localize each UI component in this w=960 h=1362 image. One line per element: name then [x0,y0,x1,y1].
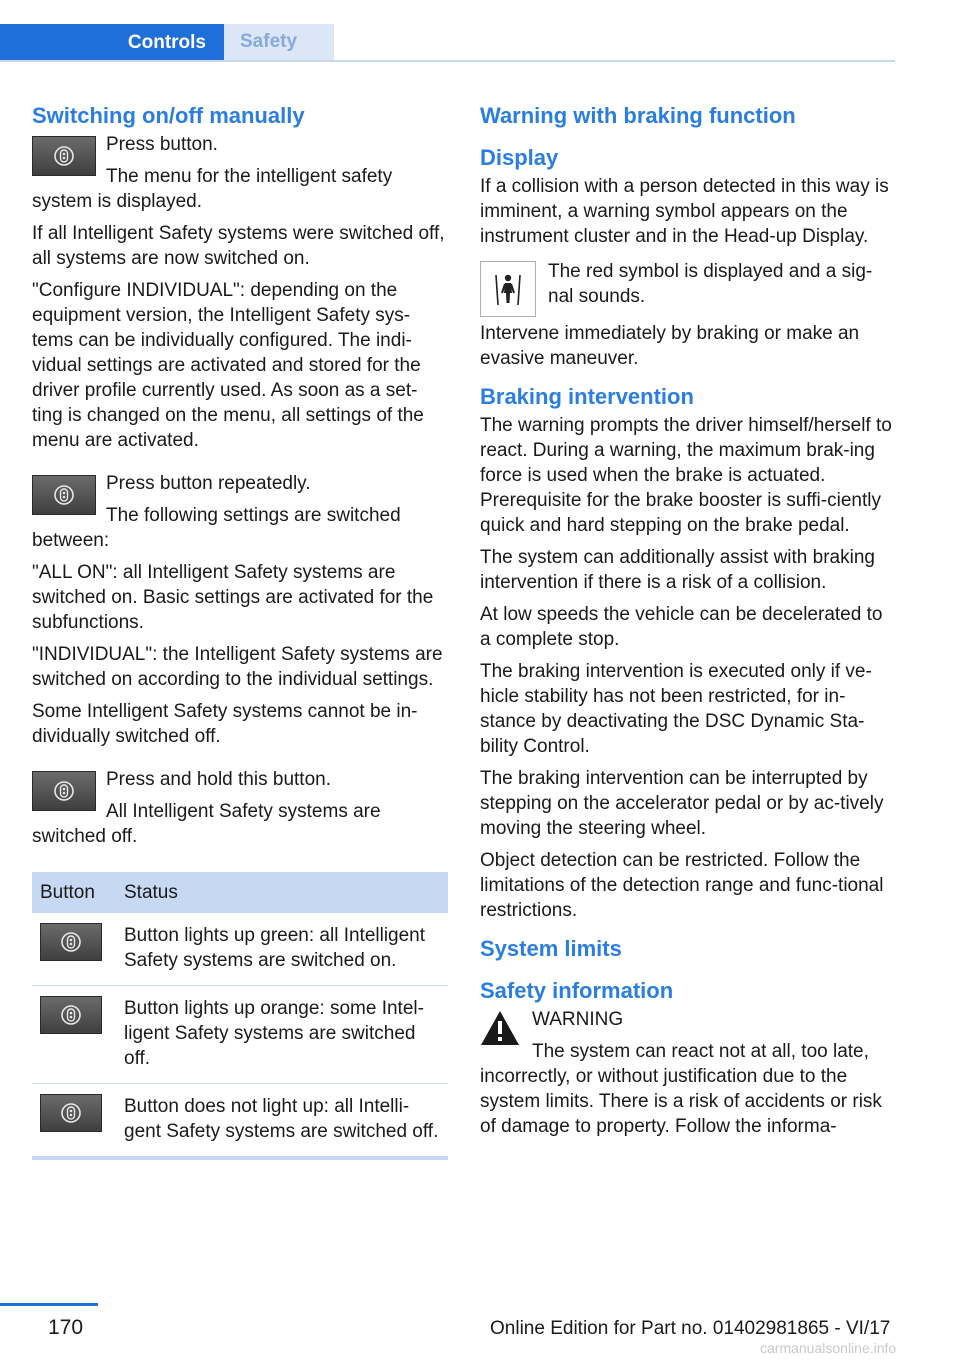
intelligent-safety-button-icon [40,1094,102,1132]
heading-warning-braking: Warning with braking function [480,103,796,128]
text-additional-assist: The system can additionally assist with braking intervention if there is a risk of a collision. [480,547,875,593]
text-all-switched-off: All Intelligent Safety systems are switched off. [32,801,381,847]
text-settings-switched: The following settings are switched between: [32,505,401,551]
text-low-speeds: At low speeds the vehicle can be decelerated to a complete stop. [480,604,883,650]
table-header-status: Status [116,872,448,913]
text-all-on: "ALL ON": all Intelligent Safety systems are switched on. Basic settings are activated for the subfunctions. [32,562,434,633]
table-row [32,1084,448,1157]
footer-rule [0,1303,98,1306]
pedestrian-warning-icon [480,261,536,317]
table-header-button: Button [32,872,116,913]
table-cell-status: Button lights up green: all Intelligent Safety systems are switched on. [116,913,448,986]
text-collision-imminent: If a collision with a person detected in this way is imminent, a warning symbol appears on the instrument cluster and in the Head-up Display. [480,176,889,247]
intelligent-safety-button-icon [40,923,102,961]
text-cannot-switch-off: Some Intelligent Safety systems cannot be in-dividually switched off. [32,701,418,747]
heading-switching-manually: Switching on/off manually [32,103,305,128]
text-object-detection: Object detection can be restricted. Follow the limitations of the detection range and func-tional restrictions. [480,850,884,921]
intelligent-safety-button-icon [40,996,102,1034]
text-vehicle-stability: The braking intervention is executed only if ve-hicle stability has not been restricted, for in-stance by deactivating the DSC Dynamic Sta-bility Control. [480,661,872,757]
right-column [480,100,896,1146]
text-menu-displayed: The menu for the intelligent safety system is displayed. [32,166,393,212]
tab-safety[interactable]: Safety [224,24,334,60]
heading-braking-intervention: Braking intervention [480,384,694,409]
table-cell-status: Button does not light up: all Intelli-gent Safety systems are switched off. [124,1096,439,1142]
left-column [32,100,448,1160]
text-warning-prompts: The warning prompts the driver himself/herself to react. During a warning, the maximum brak-ing force is used when the brake is actuated. Prerequisite for the brake booster is suffi-ciently quick and hard stepping on the brake pedal. [480,415,892,536]
watermark: carmanualsonline.info [760,1340,897,1356]
table-bottom-rule [32,1156,448,1160]
page-number: 170 [48,1316,84,1339]
text-configure-individual: "Configure INDIVIDUAL": depending on the equipment version, the Intelligent Safety sys-tems can be individually configured. The indi-vidual settings are activated and stored for the driver profile currently used. As soon as a set-ting is changed on the menu, all settings of the menu are activated. [32,280,424,451]
table-row [32,986,448,1084]
text-press-hold: Press and hold this button. [106,769,331,790]
text-intervene: Intervene immediately by braking or make an evasive maneuver. [480,323,860,369]
table-row [32,913,448,986]
intelligent-safety-button-icon [32,136,96,176]
tab-controls[interactable]: Controls [0,24,224,62]
intelligent-safety-button-icon [32,771,96,811]
heading-safety-information: Safety information [480,978,674,1003]
warning-triangle-icon [480,1009,520,1047]
status-table [32,872,448,1156]
table-cell-status: Button lights up orange: some Intel-ligent Safety systems are switched off. [116,986,448,1084]
header-rule [0,60,895,62]
heading-display: Display [480,145,559,170]
text-press-repeatedly: Press button repeatedly. [106,473,311,494]
intelligent-safety-button-icon [32,475,96,515]
edition-text: Online Edition for Part no. 01402981865 - VI/17 [490,1318,891,1339]
text-interrupted: The braking intervention can be interrupted by stepping on the accelerator pedal or by ac-tively moving the steering wheel. [480,768,884,839]
text-red-symbol: The red symbol is displayed and a sig-nal sounds. [548,261,873,307]
text-system-react: The system can react not at all, too late, incorrectly, or without justification due to the system limits. There is a risk of accidents or risk of damage to property. Follow the informa- [480,1041,882,1137]
text-all-switched-on: If all Intelligent Safety systems were switched off, all systems are now switched on. [32,223,445,269]
warning-label: WARNING [532,1009,624,1030]
text-individual: "INDIVIDUAL": the Intelligent Safety systems are switched on according to the individual settings. [32,644,443,690]
text-press-button: Press button. [106,134,218,155]
heading-system-limits: System limits [480,936,622,961]
table-header-row [32,872,448,913]
